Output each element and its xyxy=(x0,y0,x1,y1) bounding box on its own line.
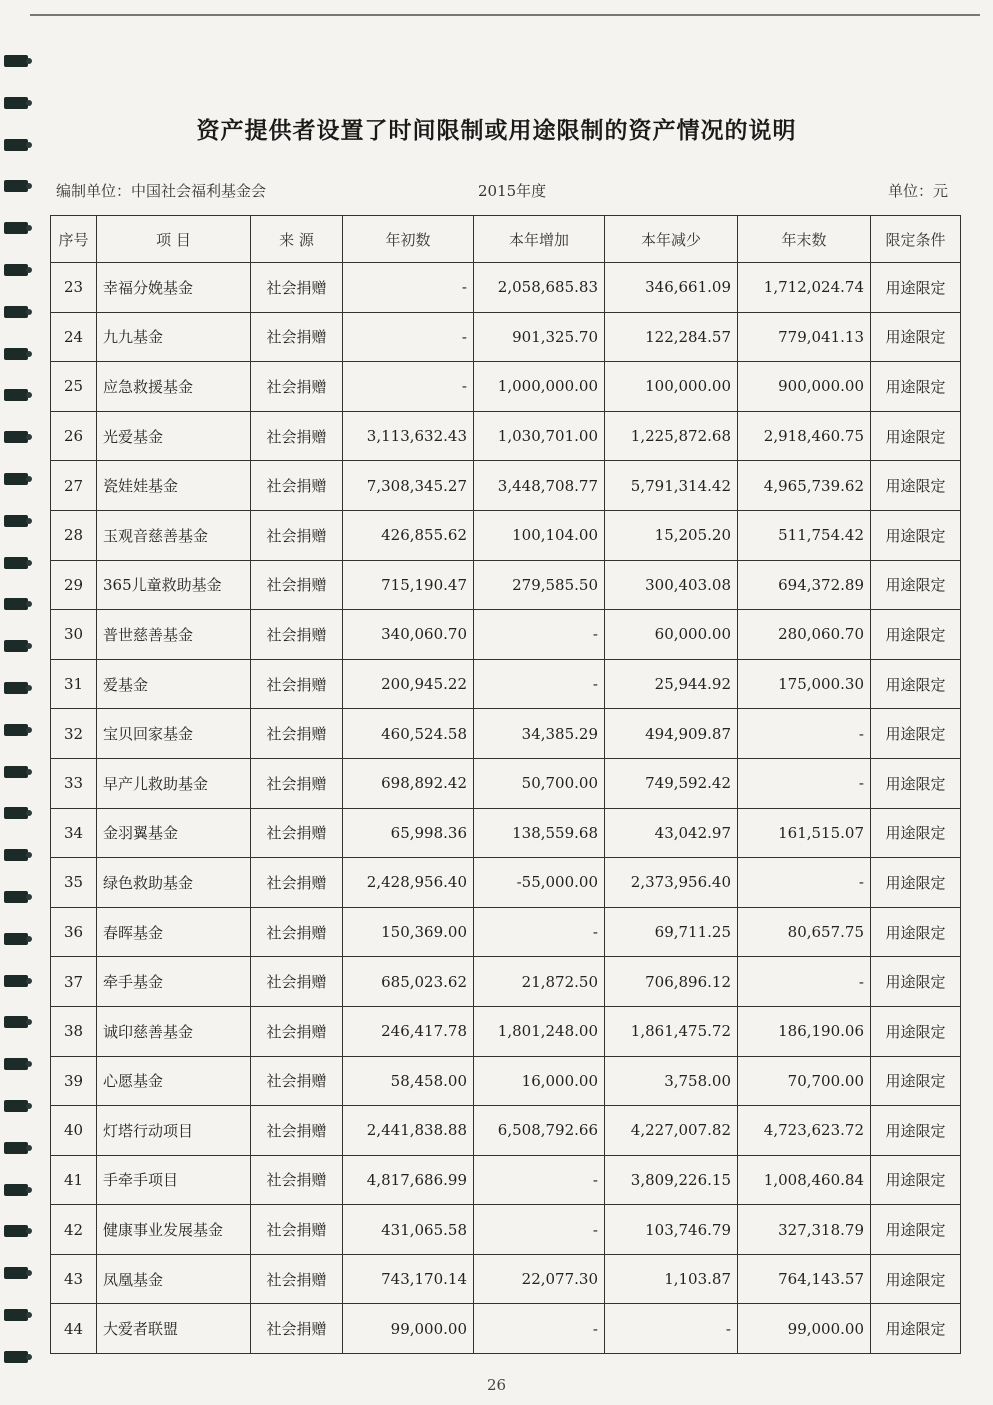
cell-source: 社会捐赠 xyxy=(251,1106,343,1156)
table-row xyxy=(51,659,961,709)
cell-item: 玉观音慈善基金 xyxy=(97,510,251,560)
binding-ring xyxy=(4,598,28,610)
binding-ring xyxy=(4,1100,28,1112)
cell-begin: 7,308,345.27 xyxy=(343,461,474,511)
cell-condition: 用途限定 xyxy=(871,1106,961,1156)
cell-decrease: 1,861,475.72 xyxy=(605,1006,738,1056)
cell-end: 4,965,739.62 xyxy=(738,461,871,511)
cell-item: 凤凰基金 xyxy=(97,1254,251,1304)
cell-item: 牵手基金 xyxy=(97,957,251,1007)
cell-end: 1,712,024.74 xyxy=(738,263,871,313)
cell-begin: 715,190.47 xyxy=(343,560,474,610)
cell-increase: 279,585.50 xyxy=(474,560,605,610)
cell-source: 社会捐赠 xyxy=(251,411,343,461)
cell-condition: 用途限定 xyxy=(871,510,961,560)
cell-begin: 340,060.70 xyxy=(343,610,474,660)
table-row xyxy=(51,510,961,560)
cell-index: 35 xyxy=(51,858,97,908)
cell-increase: 1,801,248.00 xyxy=(474,1006,605,1056)
cell-index: 30 xyxy=(51,610,97,660)
cell-condition: 用途限定 xyxy=(871,1205,961,1255)
cell-decrease: 1,225,872.68 xyxy=(605,411,738,461)
cell-end: 2,918,460.75 xyxy=(738,411,871,461)
cell-begin: 426,855.62 xyxy=(343,510,474,560)
cell-index: 28 xyxy=(51,510,97,560)
cell-end: 186,190.06 xyxy=(738,1006,871,1056)
cell-index: 40 xyxy=(51,1106,97,1156)
cell-decrease: 706,896.12 xyxy=(605,957,738,1007)
cell-begin: 743,170.14 xyxy=(343,1254,474,1304)
binding-ring xyxy=(4,97,28,109)
binding-ring xyxy=(4,431,28,443)
cell-end: 694,372.89 xyxy=(738,560,871,610)
cell-index: 32 xyxy=(51,709,97,759)
cell-increase: 6,508,792.66 xyxy=(474,1106,605,1156)
cell-decrease: 749,592.42 xyxy=(605,758,738,808)
cell-decrease: 100,000.00 xyxy=(605,362,738,412)
cell-increase: 2,058,685.83 xyxy=(474,263,605,313)
cell-item: 早产儿救助基金 xyxy=(97,758,251,808)
binding-ring xyxy=(4,807,28,819)
cell-increase: 138,559.68 xyxy=(474,808,605,858)
cell-index: 38 xyxy=(51,1006,97,1056)
cell-begin: - xyxy=(343,263,474,313)
cell-begin: 698,892.42 xyxy=(343,758,474,808)
cell-end: 764,143.57 xyxy=(738,1254,871,1304)
binding-ring xyxy=(4,933,28,945)
cell-end: 1,008,460.84 xyxy=(738,1155,871,1205)
binding-ring xyxy=(4,180,28,192)
cell-source: 社会捐赠 xyxy=(251,1205,343,1255)
header-condition: 限定条件 xyxy=(871,216,961,263)
cell-increase: 901,325.70 xyxy=(474,312,605,362)
cell-decrease: 4,227,007.82 xyxy=(605,1106,738,1156)
cell-decrease: 43,042.97 xyxy=(605,808,738,858)
cell-item: 九九基金 xyxy=(97,312,251,362)
table-row xyxy=(51,957,961,1007)
cell-source: 社会捐赠 xyxy=(251,907,343,957)
cell-condition: 用途限定 xyxy=(871,957,961,1007)
table-row xyxy=(51,1106,961,1156)
header-end: 年末数 xyxy=(738,216,871,263)
cell-increase: 1,030,701.00 xyxy=(474,411,605,461)
binding-ring xyxy=(4,975,28,987)
cell-end: 161,515.07 xyxy=(738,808,871,858)
cell-end: - xyxy=(738,957,871,1007)
cell-end: 80,657.75 xyxy=(738,907,871,957)
cell-begin: 3,113,632.43 xyxy=(343,411,474,461)
cell-begin: 246,417.78 xyxy=(343,1006,474,1056)
cell-end: 175,000.30 xyxy=(738,659,871,709)
binding-ring xyxy=(4,1225,28,1237)
cell-item: 心愿基金 xyxy=(97,1056,251,1106)
cell-begin: - xyxy=(343,362,474,412)
binding-ring xyxy=(4,55,28,67)
cell-end: - xyxy=(738,858,871,908)
cell-begin: 685,023.62 xyxy=(343,957,474,1007)
cell-increase: - xyxy=(474,659,605,709)
cell-index: 33 xyxy=(51,758,97,808)
cell-begin: 2,428,956.40 xyxy=(343,858,474,908)
cell-begin: 200,945.22 xyxy=(343,659,474,709)
binding-ring xyxy=(4,766,28,778)
cell-condition: 用途限定 xyxy=(871,411,961,461)
cell-source: 社会捐赠 xyxy=(251,1155,343,1205)
cell-increase: 1,000,000.00 xyxy=(474,362,605,412)
cell-condition: 用途限定 xyxy=(871,709,961,759)
cell-item: 健康事业发展基金 xyxy=(97,1205,251,1255)
cell-increase: 22,077.30 xyxy=(474,1254,605,1304)
cell-decrease: 103,746.79 xyxy=(605,1205,738,1255)
cell-condition: 用途限定 xyxy=(871,1304,961,1354)
cell-increase: - xyxy=(474,1304,605,1354)
cell-source: 社会捐赠 xyxy=(251,362,343,412)
cell-source: 社会捐赠 xyxy=(251,1254,343,1304)
cell-condition: 用途限定 xyxy=(871,1056,961,1106)
table-row xyxy=(51,808,961,858)
binding-ring xyxy=(4,682,28,694)
cell-decrease: 69,711.25 xyxy=(605,907,738,957)
cell-index: 39 xyxy=(51,1056,97,1106)
cell-item: 诚印慈善基金 xyxy=(97,1006,251,1056)
cell-decrease: 3,809,226.15 xyxy=(605,1155,738,1205)
cell-source: 社会捐赠 xyxy=(251,709,343,759)
cell-end: - xyxy=(738,709,871,759)
cell-begin: 4,817,686.99 xyxy=(343,1155,474,1205)
cell-increase: 50,700.00 xyxy=(474,758,605,808)
cell-increase: - xyxy=(474,610,605,660)
header-begin: 年初数 xyxy=(343,216,474,263)
org-label: 编制单位：中国社会福利基金会 xyxy=(56,182,267,200)
cell-increase: 16,000.00 xyxy=(474,1056,605,1106)
cell-index: 34 xyxy=(51,808,97,858)
table-row xyxy=(51,610,961,660)
binding-ring xyxy=(4,849,28,861)
cell-source: 社会捐赠 xyxy=(251,1056,343,1106)
cell-decrease: 3,758.00 xyxy=(605,1056,738,1106)
cell-item: 瓷娃娃基金 xyxy=(97,461,251,511)
cell-end: 900,000.00 xyxy=(738,362,871,412)
cell-condition: 用途限定 xyxy=(871,808,961,858)
cell-index: 25 xyxy=(51,362,97,412)
cell-condition: 用途限定 xyxy=(871,1006,961,1056)
cell-condition: 用途限定 xyxy=(871,312,961,362)
cell-increase: 100,104.00 xyxy=(474,510,605,560)
cell-end: 99,000.00 xyxy=(738,1304,871,1354)
cell-condition: 用途限定 xyxy=(871,1254,961,1304)
binding-ring xyxy=(4,306,28,318)
cell-decrease: 346,661.09 xyxy=(605,263,738,313)
table-row xyxy=(51,709,961,759)
cell-end: - xyxy=(738,758,871,808)
cell-item: 幸福分娩基金 xyxy=(97,263,251,313)
cell-source: 社会捐赠 xyxy=(251,461,343,511)
cell-source: 社会捐赠 xyxy=(251,1006,343,1056)
restricted-assets-table xyxy=(50,215,961,1354)
cell-source: 社会捐赠 xyxy=(251,758,343,808)
cell-condition: 用途限定 xyxy=(871,263,961,313)
cell-increase: 21,872.50 xyxy=(474,957,605,1007)
cell-begin: - xyxy=(343,312,474,362)
header-increase: 本年增加 xyxy=(474,216,605,263)
cell-decrease: 2,373,956.40 xyxy=(605,858,738,908)
cell-increase: -55,000.00 xyxy=(474,858,605,908)
cell-index: 24 xyxy=(51,312,97,362)
table-row xyxy=(51,411,961,461)
binding-ring xyxy=(4,557,28,569)
cell-item: 爱基金 xyxy=(97,659,251,709)
table-row xyxy=(51,1254,961,1304)
cell-condition: 用途限定 xyxy=(871,758,961,808)
cell-item: 应急救援基金 xyxy=(97,362,251,412)
table-row xyxy=(51,312,961,362)
cell-end: 4,723,623.72 xyxy=(738,1106,871,1156)
cell-index: 26 xyxy=(51,411,97,461)
cell-index: 31 xyxy=(51,659,97,709)
binding-ring xyxy=(4,1267,28,1279)
cell-source: 社会捐赠 xyxy=(251,510,343,560)
table-row xyxy=(51,1304,961,1354)
cell-condition: 用途限定 xyxy=(871,659,961,709)
table-row xyxy=(51,560,961,610)
cell-decrease: 1,103.87 xyxy=(605,1254,738,1304)
cell-index: 23 xyxy=(51,263,97,313)
table-row xyxy=(51,362,961,412)
cell-index: 36 xyxy=(51,907,97,957)
table-row xyxy=(51,1006,961,1056)
cell-item: 灯塔行动项目 xyxy=(97,1106,251,1156)
cell-condition: 用途限定 xyxy=(871,907,961,957)
binding-ring xyxy=(4,348,28,360)
cell-index: 41 xyxy=(51,1155,97,1205)
table-row xyxy=(51,758,961,808)
cell-decrease: - xyxy=(605,1304,738,1354)
binding-ring xyxy=(4,1184,28,1196)
table-header-row xyxy=(51,216,961,263)
page-title: 资产提供者设置了时间限制或用途限制的资产情况的说明 xyxy=(196,117,797,144)
cell-increase: - xyxy=(474,1205,605,1255)
cell-begin: 460,524.58 xyxy=(343,709,474,759)
table-row xyxy=(51,858,961,908)
cell-begin: 150,369.00 xyxy=(343,907,474,957)
table-row xyxy=(51,907,961,957)
page-number: 26 xyxy=(486,1376,507,1394)
binding-ring xyxy=(4,1142,28,1154)
binding-ring xyxy=(4,222,28,234)
header-index: 序号 xyxy=(51,216,97,263)
cell-end: 779,041.13 xyxy=(738,312,871,362)
year-label: 2015年度 xyxy=(478,182,547,200)
cell-end: 327,318.79 xyxy=(738,1205,871,1255)
cell-index: 27 xyxy=(51,461,97,511)
cell-begin: 2,441,838.88 xyxy=(343,1106,474,1156)
binding-ring xyxy=(4,1058,28,1070)
binding-ring xyxy=(4,724,28,736)
cell-condition: 用途限定 xyxy=(871,362,961,412)
cell-index: 43 xyxy=(51,1254,97,1304)
cell-index: 42 xyxy=(51,1205,97,1255)
cell-source: 社会捐赠 xyxy=(251,560,343,610)
cell-decrease: 300,403.08 xyxy=(605,560,738,610)
cell-item: 春晖基金 xyxy=(97,907,251,957)
cell-condition: 用途限定 xyxy=(871,610,961,660)
table-row xyxy=(51,1155,961,1205)
cell-decrease: 60,000.00 xyxy=(605,610,738,660)
cell-source: 社会捐赠 xyxy=(251,659,343,709)
binding-ring xyxy=(4,1351,28,1363)
cell-item: 光爱基金 xyxy=(97,411,251,461)
cell-increase: - xyxy=(474,1155,605,1205)
spiral-binding xyxy=(4,55,30,1395)
cell-begin: 99,000.00 xyxy=(343,1304,474,1354)
table-row xyxy=(51,461,961,511)
header-item: 项 目 xyxy=(97,216,251,263)
binding-ring xyxy=(4,640,28,652)
cell-source: 社会捐赠 xyxy=(251,808,343,858)
binding-ring xyxy=(4,1016,28,1028)
cell-index: 29 xyxy=(51,560,97,610)
cell-condition: 用途限定 xyxy=(871,1155,961,1205)
cell-index: 44 xyxy=(51,1304,97,1354)
binding-ring xyxy=(4,389,28,401)
binding-ring xyxy=(4,1309,28,1321)
cell-item: 365儿童救助基金 xyxy=(97,560,251,610)
cell-decrease: 122,284.57 xyxy=(605,312,738,362)
binding-ring xyxy=(4,515,28,527)
cell-item: 宝贝回家基金 xyxy=(97,709,251,759)
header-source: 来 源 xyxy=(251,216,343,263)
cell-end: 511,754.42 xyxy=(738,510,871,560)
table-row xyxy=(51,1056,961,1106)
cell-item: 金羽翼基金 xyxy=(97,808,251,858)
cell-begin: 58,458.00 xyxy=(343,1056,474,1106)
cell-condition: 用途限定 xyxy=(871,560,961,610)
unit-label: 单位：元 xyxy=(888,182,949,200)
cell-condition: 用途限定 xyxy=(871,858,961,908)
cell-decrease: 15,205.20 xyxy=(605,510,738,560)
cell-end: 70,700.00 xyxy=(738,1056,871,1106)
cell-source: 社会捐赠 xyxy=(251,610,343,660)
header-decrease: 本年减少 xyxy=(605,216,738,263)
cell-source: 社会捐赠 xyxy=(251,858,343,908)
cell-source: 社会捐赠 xyxy=(251,1304,343,1354)
cell-source: 社会捐赠 xyxy=(251,263,343,313)
cell-end: 280,060.70 xyxy=(738,610,871,660)
cell-source: 社会捐赠 xyxy=(251,957,343,1007)
cell-index: 37 xyxy=(51,957,97,1007)
cell-increase: 3,448,708.77 xyxy=(474,461,605,511)
cell-increase: - xyxy=(474,907,605,957)
cell-condition: 用途限定 xyxy=(871,461,961,511)
cell-increase: 34,385.29 xyxy=(474,709,605,759)
cell-source: 社会捐赠 xyxy=(251,312,343,362)
cell-decrease: 494,909.87 xyxy=(605,709,738,759)
cell-begin: 65,998.36 xyxy=(343,808,474,858)
cell-item: 普世慈善基金 xyxy=(97,610,251,660)
table-row xyxy=(51,1205,961,1255)
binding-ring xyxy=(4,473,28,485)
table-row xyxy=(51,263,961,313)
cell-item: 手牵手项目 xyxy=(97,1155,251,1205)
cell-decrease: 25,944.92 xyxy=(605,659,738,709)
top-rule xyxy=(30,14,980,16)
binding-ring xyxy=(4,891,28,903)
binding-ring xyxy=(4,264,28,276)
cell-item: 大爱者联盟 xyxy=(97,1304,251,1354)
cell-decrease: 5,791,314.42 xyxy=(605,461,738,511)
cell-begin: 431,065.58 xyxy=(343,1205,474,1255)
cell-item: 绿色救助基金 xyxy=(97,858,251,908)
